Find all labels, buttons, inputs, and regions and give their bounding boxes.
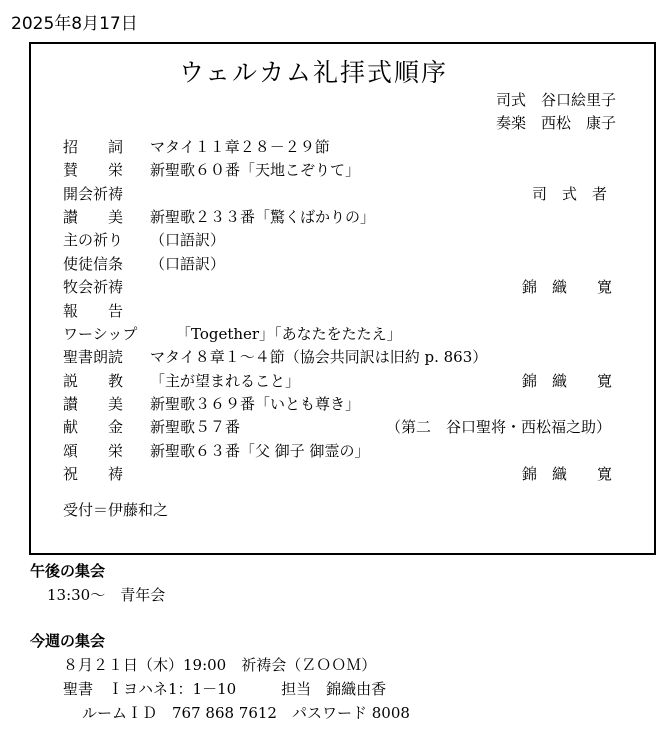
item-label-offering: 献 金: [63, 418, 124, 436]
item-text-offering: 新聖歌５７番: [150, 418, 241, 436]
item-text-apostles-creed: （口語訳）: [150, 255, 226, 273]
item-label-apostles-creed: 使徒信条: [63, 255, 124, 273]
item-label-worship: ワーシップ: [63, 325, 138, 343]
role-officiant: 司式 谷口絵里子: [496, 91, 617, 109]
weekly-line-prayer-meeting: ８月２１日（木）19:00 祈祷会（ＺＯＯＭ）: [63, 656, 377, 674]
item-text-doxology: 新聖歌６３番「父 御子 御霊の」: [150, 442, 370, 460]
item-right-opening-prayer: 司 式 者: [532, 185, 608, 203]
item-right-benediction: 錦 織 寛: [522, 465, 613, 483]
role-organist: 奏楽 西松 康子: [496, 114, 617, 132]
item-text-doxology-opening: 新聖歌６０番「天地こぞりて」: [150, 161, 361, 179]
item-label-doxology-opening: 賛 栄: [63, 161, 124, 179]
bulletin-date: 2025年8月17日: [11, 14, 138, 34]
item-label-praise-2: 讃 美: [63, 395, 124, 413]
item-label-pastoral-prayer: 牧会祈祷: [63, 278, 124, 296]
item-label-doxology: 頌 栄: [63, 442, 124, 460]
weekly-heading: 今週の集会: [30, 632, 106, 650]
item-right-sermon: 錦 織 寛: [522, 372, 613, 390]
item-label-benediction: 祝 祷: [63, 465, 124, 483]
reception-note: 受付＝伊藤和之: [63, 501, 169, 519]
afternoon-line: 13:30～ 青年会: [47, 586, 166, 604]
item-label-call-to-worship: 招 詞: [63, 138, 124, 156]
item-label-sermon: 説 教: [63, 372, 124, 390]
item-text-scripture-reading: マタイ８章１～４節（協会共同訳は旧約 p. 863）: [150, 348, 488, 366]
item-right-offering: （第二 谷口聖将・西松福之助）: [386, 418, 612, 436]
item-label-lords-prayer: 主の祈り: [63, 231, 124, 249]
item-right-pastoral-prayer: 錦 織 寛: [522, 278, 613, 296]
item-text-praise-2: 新聖歌３６９番「いとも尊き」: [150, 395, 361, 413]
weekly-line-scripture: 聖書 Ｉヨハネ1：1－10 担当 錦織由香: [63, 680, 387, 698]
item-label-praise-1: 讃 美: [63, 208, 124, 226]
item-text-lords-prayer: （口語訳）: [150, 231, 226, 249]
service-title: ウェルカム礼拝式順序: [178, 58, 448, 87]
item-label-announcements: 報 告: [63, 302, 124, 320]
weekly-line-zoom-id: ルームＩＤ 767 868 7612 パスワード 8008: [82, 704, 410, 722]
item-text-praise-1: 新聖歌２３３番「驚くばかりの」: [150, 208, 376, 226]
afternoon-heading: 午後の集会: [30, 562, 106, 580]
item-text-worship: 「Together」「あなたをたたえ」: [176, 325, 402, 343]
item-text-call-to-worship: マタイ１１章２８－２９節: [150, 138, 330, 156]
item-text-sermon: 「主が望まれること」: [150, 372, 301, 390]
item-label-opening-prayer: 開会祈祷: [63, 185, 124, 203]
item-label-scripture-reading: 聖書朗読: [63, 348, 124, 366]
